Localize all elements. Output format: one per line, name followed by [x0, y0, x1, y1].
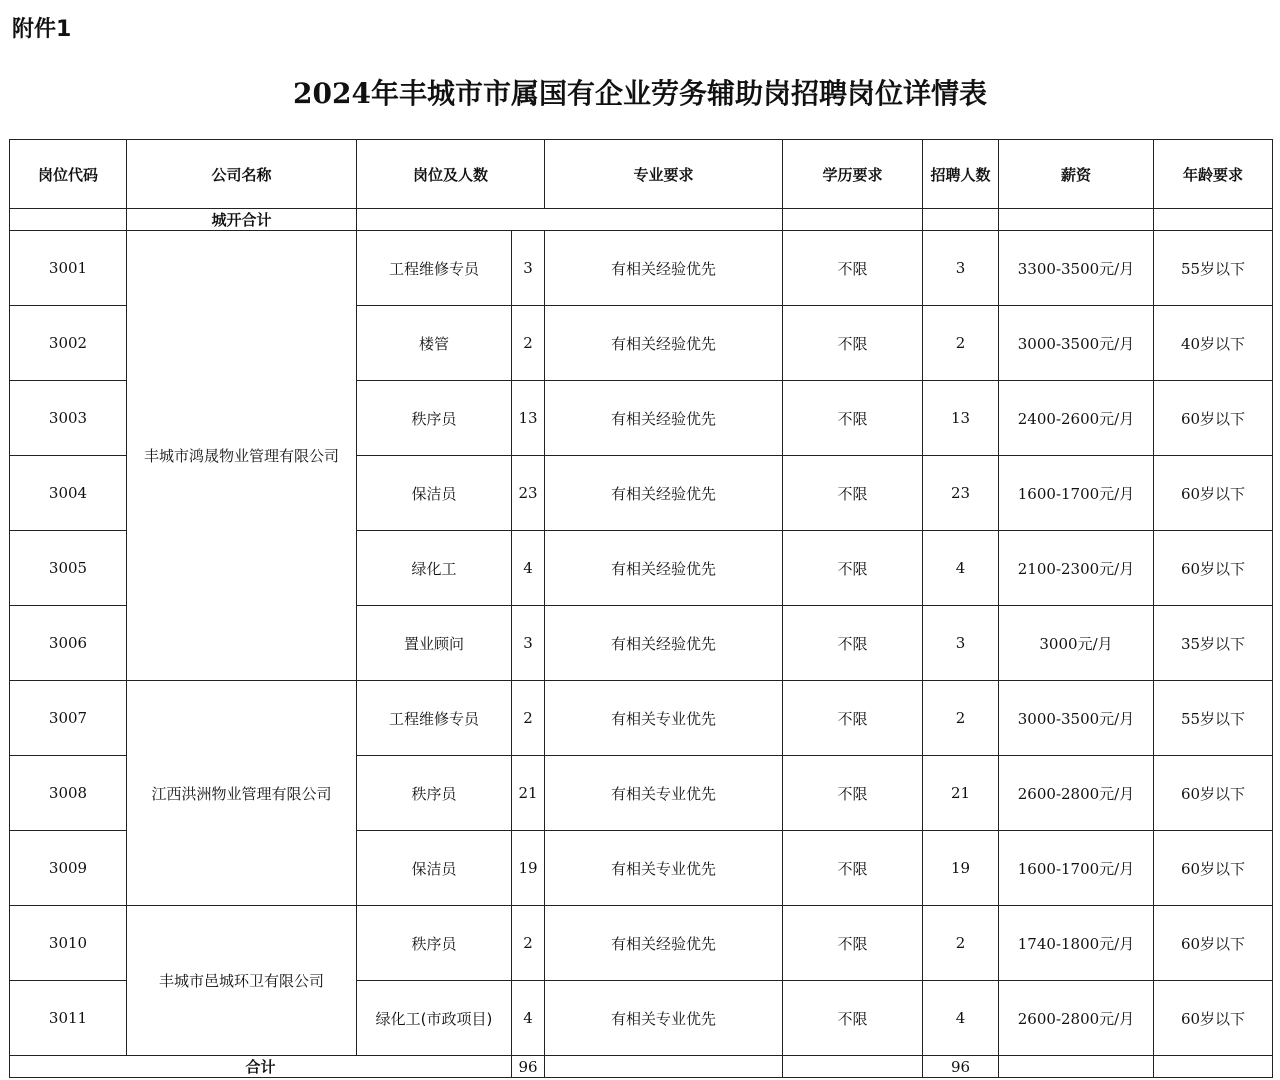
cell-hires: 2	[923, 906, 999, 981]
table-row	[10, 906, 1273, 981]
cell-education: 不限	[783, 831, 923, 906]
header-company: 公司名称	[127, 140, 357, 209]
cell-education: 不限	[783, 531, 923, 606]
cell-position: 保洁员	[357, 456, 512, 531]
cell-education: 不限	[783, 756, 923, 831]
cell-hires: 3	[923, 231, 999, 306]
subtotal-empty-code	[10, 209, 127, 231]
total-empty-education	[783, 1056, 923, 1078]
cell-count: 23	[512, 456, 545, 531]
cell-hires: 21	[923, 756, 999, 831]
cell-major: 有相关经验优先	[545, 381, 783, 456]
header-position: 岗位及人数	[357, 140, 545, 209]
cell-count: 2	[512, 681, 545, 756]
cell-count: 2	[512, 906, 545, 981]
cell-major: 有相关经验优先	[545, 456, 783, 531]
cell-major: 有相关专业优先	[545, 681, 783, 756]
cell-salary: 3000-3500元/月	[999, 306, 1154, 381]
cell-position: 楼管	[357, 306, 512, 381]
cell-salary: 2400-2600元/月	[999, 381, 1154, 456]
cell-age: 60岁以下	[1154, 831, 1273, 906]
cell-age: 60岁以下	[1154, 981, 1273, 1056]
cell-code: 3008	[10, 756, 127, 831]
recruitment-table	[9, 139, 1273, 1078]
table-row	[10, 681, 1273, 756]
cell-age: 60岁以下	[1154, 531, 1273, 606]
cell-salary: 2600-2800元/月	[999, 981, 1154, 1056]
cell-education: 不限	[783, 381, 923, 456]
header-hires: 招聘人数	[923, 140, 999, 209]
cell-count: 19	[512, 831, 545, 906]
cell-salary: 3300-3500元/月	[999, 231, 1154, 306]
cell-salary: 2100-2300元/月	[999, 531, 1154, 606]
subtotal-empty-hires	[923, 209, 999, 231]
cell-code: 3001	[10, 231, 127, 306]
total-empty-salary	[999, 1056, 1154, 1078]
cell-position: 绿化工(市政项目)	[357, 981, 512, 1056]
cell-salary: 3000-3500元/月	[999, 681, 1154, 756]
cell-position: 工程维修专员	[357, 681, 512, 756]
cell-code: 3004	[10, 456, 127, 531]
cell-hires: 4	[923, 531, 999, 606]
cell-code: 3006	[10, 606, 127, 681]
table-row	[10, 231, 1273, 306]
cell-count: 13	[512, 381, 545, 456]
cell-salary: 1600-1700元/月	[999, 456, 1154, 531]
cell-code: 3002	[10, 306, 127, 381]
cell-position: 置业顾问	[357, 606, 512, 681]
cell-major: 有相关专业优先	[545, 981, 783, 1056]
cell-code: 3011	[10, 981, 127, 1056]
cell-position: 秩序员	[357, 381, 512, 456]
cell-hires: 23	[923, 456, 999, 531]
cell-company: 丰城市鸿晟物业管理有限公司	[127, 231, 357, 681]
header-age: 年龄要求	[1154, 140, 1273, 209]
subtotal-empty-salary	[999, 209, 1154, 231]
total-label: 合计	[10, 1056, 512, 1078]
cell-count: 4	[512, 531, 545, 606]
subtotal-empty-education	[783, 209, 923, 231]
cell-count: 21	[512, 756, 545, 831]
cell-education: 不限	[783, 456, 923, 531]
cell-education: 不限	[783, 906, 923, 981]
cell-company: 江西洪洲物业管理有限公司	[127, 681, 357, 906]
cell-salary: 3000元/月	[999, 606, 1154, 681]
cell-age: 60岁以下	[1154, 381, 1273, 456]
cell-major: 有相关经验优先	[545, 531, 783, 606]
cell-code: 3003	[10, 381, 127, 456]
cell-education: 不限	[783, 231, 923, 306]
cell-education: 不限	[783, 981, 923, 1056]
total-row	[10, 1056, 1273, 1078]
cell-age: 60岁以下	[1154, 456, 1273, 531]
total-hires: 96	[923, 1056, 999, 1078]
cell-major: 有相关专业优先	[545, 831, 783, 906]
cell-count: 4	[512, 981, 545, 1056]
cell-salary: 1740-1800元/月	[999, 906, 1154, 981]
cell-hires: 2	[923, 681, 999, 756]
cell-major: 有相关经验优先	[545, 306, 783, 381]
cell-major: 有相关经验优先	[545, 906, 783, 981]
header-row	[10, 140, 1273, 209]
cell-code: 3009	[10, 831, 127, 906]
cell-company: 丰城市邑城环卫有限公司	[127, 906, 357, 1056]
cell-education: 不限	[783, 306, 923, 381]
header-code: 岗位代码	[10, 140, 127, 209]
cell-position: 秩序员	[357, 756, 512, 831]
cell-hires: 2	[923, 306, 999, 381]
cell-hires: 19	[923, 831, 999, 906]
subtotal-empty-position	[357, 209, 783, 231]
total-empty-major	[545, 1056, 783, 1078]
cell-position: 绿化工	[357, 531, 512, 606]
attachment-label: 附件1	[12, 17, 72, 42]
cell-age: 60岁以下	[1154, 906, 1273, 981]
cell-position: 秩序员	[357, 906, 512, 981]
total-empty-age	[1154, 1056, 1273, 1078]
cell-count: 2	[512, 306, 545, 381]
cell-education: 不限	[783, 681, 923, 756]
cell-age: 60岁以下	[1154, 756, 1273, 831]
cell-count: 3	[512, 606, 545, 681]
header-salary: 薪资	[999, 140, 1154, 209]
total-count: 96	[512, 1056, 545, 1078]
header-education: 学历要求	[783, 140, 923, 209]
page-title: 2024年丰城市市属国有企业劳务辅助岗招聘岗位详情表	[293, 77, 987, 110]
cell-position: 保洁员	[357, 831, 512, 906]
cell-count: 3	[512, 231, 545, 306]
cell-age: 55岁以下	[1154, 681, 1273, 756]
cell-education: 不限	[783, 606, 923, 681]
cell-age: 55岁以下	[1154, 231, 1273, 306]
cell-age: 40岁以下	[1154, 306, 1273, 381]
cell-hires: 13	[923, 381, 999, 456]
subtotal-label: 城开合计	[127, 209, 357, 231]
cell-hires: 4	[923, 981, 999, 1056]
cell-code: 3007	[10, 681, 127, 756]
cell-code: 3005	[10, 531, 127, 606]
cell-position: 工程维修专员	[357, 231, 512, 306]
cell-major: 有相关经验优先	[545, 606, 783, 681]
cell-age: 35岁以下	[1154, 606, 1273, 681]
cell-salary: 1600-1700元/月	[999, 831, 1154, 906]
cell-major: 有相关经验优先	[545, 231, 783, 306]
cell-code: 3010	[10, 906, 127, 981]
subtotal-row	[10, 209, 1273, 231]
header-major: 专业要求	[545, 140, 783, 209]
cell-hires: 3	[923, 606, 999, 681]
cell-major: 有相关专业优先	[545, 756, 783, 831]
cell-salary: 2600-2800元/月	[999, 756, 1154, 831]
subtotal-empty-age	[1154, 209, 1273, 231]
